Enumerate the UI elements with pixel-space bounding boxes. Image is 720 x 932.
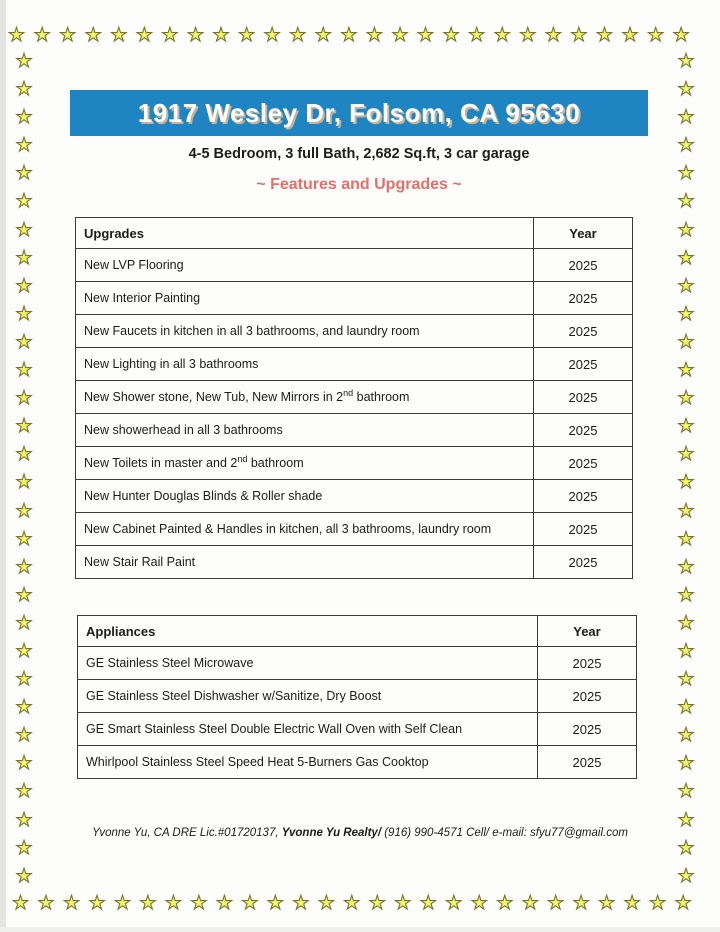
- star-icon: ★: [677, 500, 695, 522]
- star-icon: ★: [62, 893, 81, 914]
- upgrades-item-cell: New Hunter Douglas Blinds & Roller shade: [76, 480, 534, 513]
- star-icon: ★: [677, 444, 695, 466]
- year-cell: 2025: [534, 348, 633, 381]
- upgrades-table: [75, 217, 633, 579]
- scan-edge-left: [0, 0, 6, 932]
- star-icon: ★: [677, 640, 695, 662]
- star-icon: ★: [88, 893, 106, 914]
- star-icon: ★: [15, 191, 33, 213]
- star-icon: ★: [677, 697, 695, 719]
- star-icon: ★: [442, 25, 460, 46]
- star-icon: ★: [15, 303, 33, 325]
- star-icon: ★: [59, 25, 77, 46]
- star-icon: ★: [15, 163, 33, 185]
- star-icon: ★: [314, 25, 332, 46]
- star-icon: ★: [12, 893, 30, 914]
- upgrades-item-cell: New Shower stone, New Tub, New Mirrors in 2nd bathroom: [76, 381, 534, 414]
- star-icon: ★: [677, 584, 695, 606]
- star-icon: ★: [647, 25, 665, 46]
- star-icon: ★: [677, 303, 695, 325]
- star-border-top: [8, 26, 690, 45]
- star-icon: ★: [15, 556, 33, 578]
- star-icon: ★: [677, 865, 695, 887]
- star-icon: ★: [15, 865, 33, 887]
- table-row: [76, 282, 633, 315]
- star-icon: ★: [677, 837, 695, 859]
- star-icon: ★: [470, 893, 488, 914]
- star-icon: ★: [15, 500, 33, 522]
- star-icon: ★: [15, 247, 33, 269]
- star-icon: ★: [519, 25, 537, 46]
- upgrades-item-cell: New Interior Painting: [76, 282, 534, 315]
- table-row: [76, 447, 633, 480]
- star-icon: ★: [15, 79, 33, 101]
- star-border-right: [676, 52, 696, 886]
- star-icon: ★: [570, 25, 588, 46]
- star-icon: ★: [677, 781, 695, 803]
- appliances-item-cell: GE Stainless Steel Microwave: [78, 647, 538, 680]
- star-icon: ★: [496, 893, 514, 914]
- year-cell: 2025: [538, 647, 637, 680]
- upgrades-item-cell: New Lighting in all 3 bathrooms: [76, 348, 534, 381]
- star-icon: ★: [15, 416, 33, 438]
- star-icon: ★: [672, 25, 690, 46]
- ordinal-superscript: nd: [237, 453, 248, 464]
- star-icon: ★: [677, 331, 695, 353]
- table-row: [78, 680, 637, 713]
- header-row: [76, 218, 633, 249]
- star-icon: ★: [113, 893, 131, 914]
- table-row: [76, 249, 633, 282]
- star-icon: ★: [15, 275, 33, 297]
- star-icon: ★: [677, 247, 695, 269]
- star-icon: ★: [215, 893, 233, 914]
- star-icon: ★: [15, 388, 33, 410]
- star-icon: ★: [15, 444, 33, 466]
- star-icon: ★: [394, 893, 412, 914]
- table-row: [76, 348, 633, 381]
- star-icon: ★: [317, 893, 335, 914]
- star-icon: ★: [649, 893, 667, 914]
- year-cell: 2025: [534, 414, 633, 447]
- year-cell: 2025: [534, 249, 633, 282]
- star-icon: ★: [84, 25, 102, 46]
- scan-edge-bottom: [0, 927, 720, 932]
- table-row: [78, 647, 637, 680]
- appliances-item-cell: Whirlpool Stainless Steel Speed Heat 5-Burners Gas Cooktop: [78, 746, 538, 779]
- star-icon: ★: [677, 191, 695, 213]
- star-icon: ★: [391, 25, 409, 46]
- table-row: [76, 513, 633, 546]
- year-cell: 2025: [538, 746, 637, 779]
- year-cell: 2025: [534, 282, 633, 315]
- star-icon: ★: [15, 51, 33, 72]
- star-icon: ★: [212, 25, 230, 46]
- star-icon: ★: [677, 472, 695, 494]
- star-icon: ★: [15, 331, 33, 353]
- star-icon: ★: [677, 135, 695, 157]
- upgrades-item-cell: New Cabinet Painted & Handles in kitchen, all 3 bathrooms, laundry room: [76, 513, 534, 546]
- year-column-header: Year: [534, 218, 633, 249]
- star-icon: ★: [238, 25, 256, 46]
- star-icon: ★: [521, 893, 539, 914]
- star-icon: ★: [677, 163, 695, 185]
- star-icon: ★: [161, 25, 179, 46]
- star-icon: ★: [139, 893, 157, 914]
- star-icon: ★: [547, 893, 565, 914]
- upgrades-item-cell: New LVP Flooring: [76, 249, 534, 282]
- star-icon: ★: [15, 107, 33, 129]
- star-border-left: [14, 52, 34, 886]
- star-icon: ★: [468, 25, 486, 46]
- upgrades-item-cell: New Toilets in master and 2nd bathroom: [76, 447, 534, 480]
- star-icon: ★: [598, 893, 616, 914]
- appliances-column-header: Appliances: [78, 616, 538, 647]
- star-icon: ★: [417, 25, 435, 46]
- star-icon: ★: [677, 51, 695, 72]
- star-icon: ★: [572, 893, 590, 914]
- year-cell: 2025: [534, 315, 633, 348]
- star-icon: ★: [15, 725, 33, 747]
- star-icon: ★: [674, 893, 692, 914]
- upgrades-item-cell: New Faucets in kitchen in all 3 bathrooms, and laundry room: [76, 315, 534, 348]
- star-icon: ★: [677, 809, 695, 831]
- agent-info: Yvonne Yu, CA DRE Lic.#01720137,: [92, 827, 282, 839]
- table-row: [76, 381, 633, 414]
- star-icon: ★: [110, 25, 128, 46]
- star-icon: ★: [15, 472, 33, 494]
- star-icon: ★: [15, 612, 33, 634]
- star-icon: ★: [677, 79, 695, 101]
- upgrades-item-cell: New showerhead in all 3 bathrooms: [76, 414, 534, 447]
- appliances-table: [77, 615, 637, 779]
- star-icon: ★: [164, 893, 182, 914]
- appliances-item-cell: GE Stainless Steel Dishwasher w/Sanitize, Dry Boost: [78, 680, 538, 713]
- year-cell: 2025: [534, 546, 633, 579]
- star-icon: ★: [186, 25, 204, 46]
- star-icon: ★: [677, 753, 695, 775]
- property-specs: 4-5 Bedroom, 3 full Bath, 2,682 Sq.ft, 3 car garage: [188, 146, 530, 162]
- year-cell: 2025: [538, 680, 637, 713]
- upgrades-item-cell: New Stair Rail Paint: [76, 546, 534, 579]
- table-row: [78, 713, 637, 746]
- star-icon: ★: [677, 556, 695, 578]
- star-icon: ★: [15, 697, 33, 719]
- appliances-item-cell: GE Smart Stainless Steel Double Electric Wall Oven with Self Clean: [78, 713, 538, 746]
- star-icon: ★: [677, 528, 695, 550]
- star-icon: ★: [677, 416, 695, 438]
- star-icon: ★: [368, 893, 386, 914]
- property-address-banner: [70, 90, 648, 136]
- star-icon: ★: [15, 837, 33, 859]
- header-row: [78, 616, 637, 647]
- year-cell: 2025: [534, 447, 633, 480]
- star-icon: ★: [365, 25, 383, 46]
- section-heading: ~ Features and Upgrades ~: [256, 176, 462, 193]
- table-row: [76, 315, 633, 348]
- star-icon: ★: [621, 25, 639, 46]
- star-icon: ★: [15, 528, 33, 550]
- property-address: 1917 Wesley Dr, Folsom, CA 95630: [137, 97, 581, 128]
- table-row: [76, 480, 633, 513]
- brokerage-name: Yvonne Yu Realty/: [281, 827, 382, 839]
- star-icon: ★: [135, 25, 153, 46]
- star-icon: ★: [15, 135, 33, 157]
- star-icon: ★: [445, 893, 463, 914]
- star-icon: ★: [241, 893, 259, 914]
- star-icon: ★: [266, 893, 284, 914]
- star-icon: ★: [15, 640, 33, 662]
- star-icon: ★: [15, 753, 33, 775]
- year-cell: 2025: [534, 480, 633, 513]
- agent-contact-line: [40, 827, 680, 839]
- star-icon: ★: [190, 893, 208, 914]
- table-row: [76, 546, 633, 579]
- star-icon: ★: [263, 25, 281, 46]
- star-icon: ★: [419, 893, 437, 914]
- star-icon: ★: [15, 809, 33, 831]
- star-icon: ★: [677, 107, 695, 129]
- star-icon: ★: [289, 25, 307, 46]
- star-icon: ★: [340, 25, 358, 46]
- star-icon: ★: [677, 219, 695, 241]
- star-icon: ★: [677, 388, 695, 410]
- year-column-header: Year: [538, 616, 637, 647]
- table-row: [76, 414, 633, 447]
- star-icon: ★: [677, 725, 695, 747]
- star-icon: ★: [33, 25, 51, 46]
- star-icon: ★: [15, 781, 33, 803]
- star-icon: ★: [15, 219, 33, 241]
- year-cell: 2025: [538, 713, 637, 746]
- star-icon: ★: [544, 25, 562, 46]
- year-cell: 2025: [534, 381, 633, 414]
- star-icon: ★: [493, 25, 511, 46]
- star-icon: ★: [677, 275, 695, 297]
- year-cell: 2025: [534, 513, 633, 546]
- star-icon: ★: [677, 360, 695, 382]
- star-icon: ★: [15, 360, 33, 382]
- star-icon: ★: [677, 612, 695, 634]
- ordinal-superscript: nd: [343, 387, 354, 398]
- star-icon: ★: [37, 893, 55, 914]
- star-border-bottom: [12, 894, 692, 913]
- star-icon: ★: [623, 893, 641, 914]
- table-row: [78, 746, 637, 779]
- star-icon: ★: [15, 584, 33, 606]
- contact-info: (916) 990-4571 Cell/ e-mail: sfyu77@gmail.com: [381, 827, 628, 839]
- star-icon: ★: [343, 893, 361, 914]
- star-icon: ★: [595, 25, 613, 46]
- star-icon: ★: [15, 669, 33, 691]
- star-icon: ★: [292, 893, 310, 914]
- upgrades-column-header: Upgrades: [76, 218, 534, 249]
- star-icon: ★: [677, 669, 695, 691]
- star-icon: ★: [8, 25, 26, 46]
